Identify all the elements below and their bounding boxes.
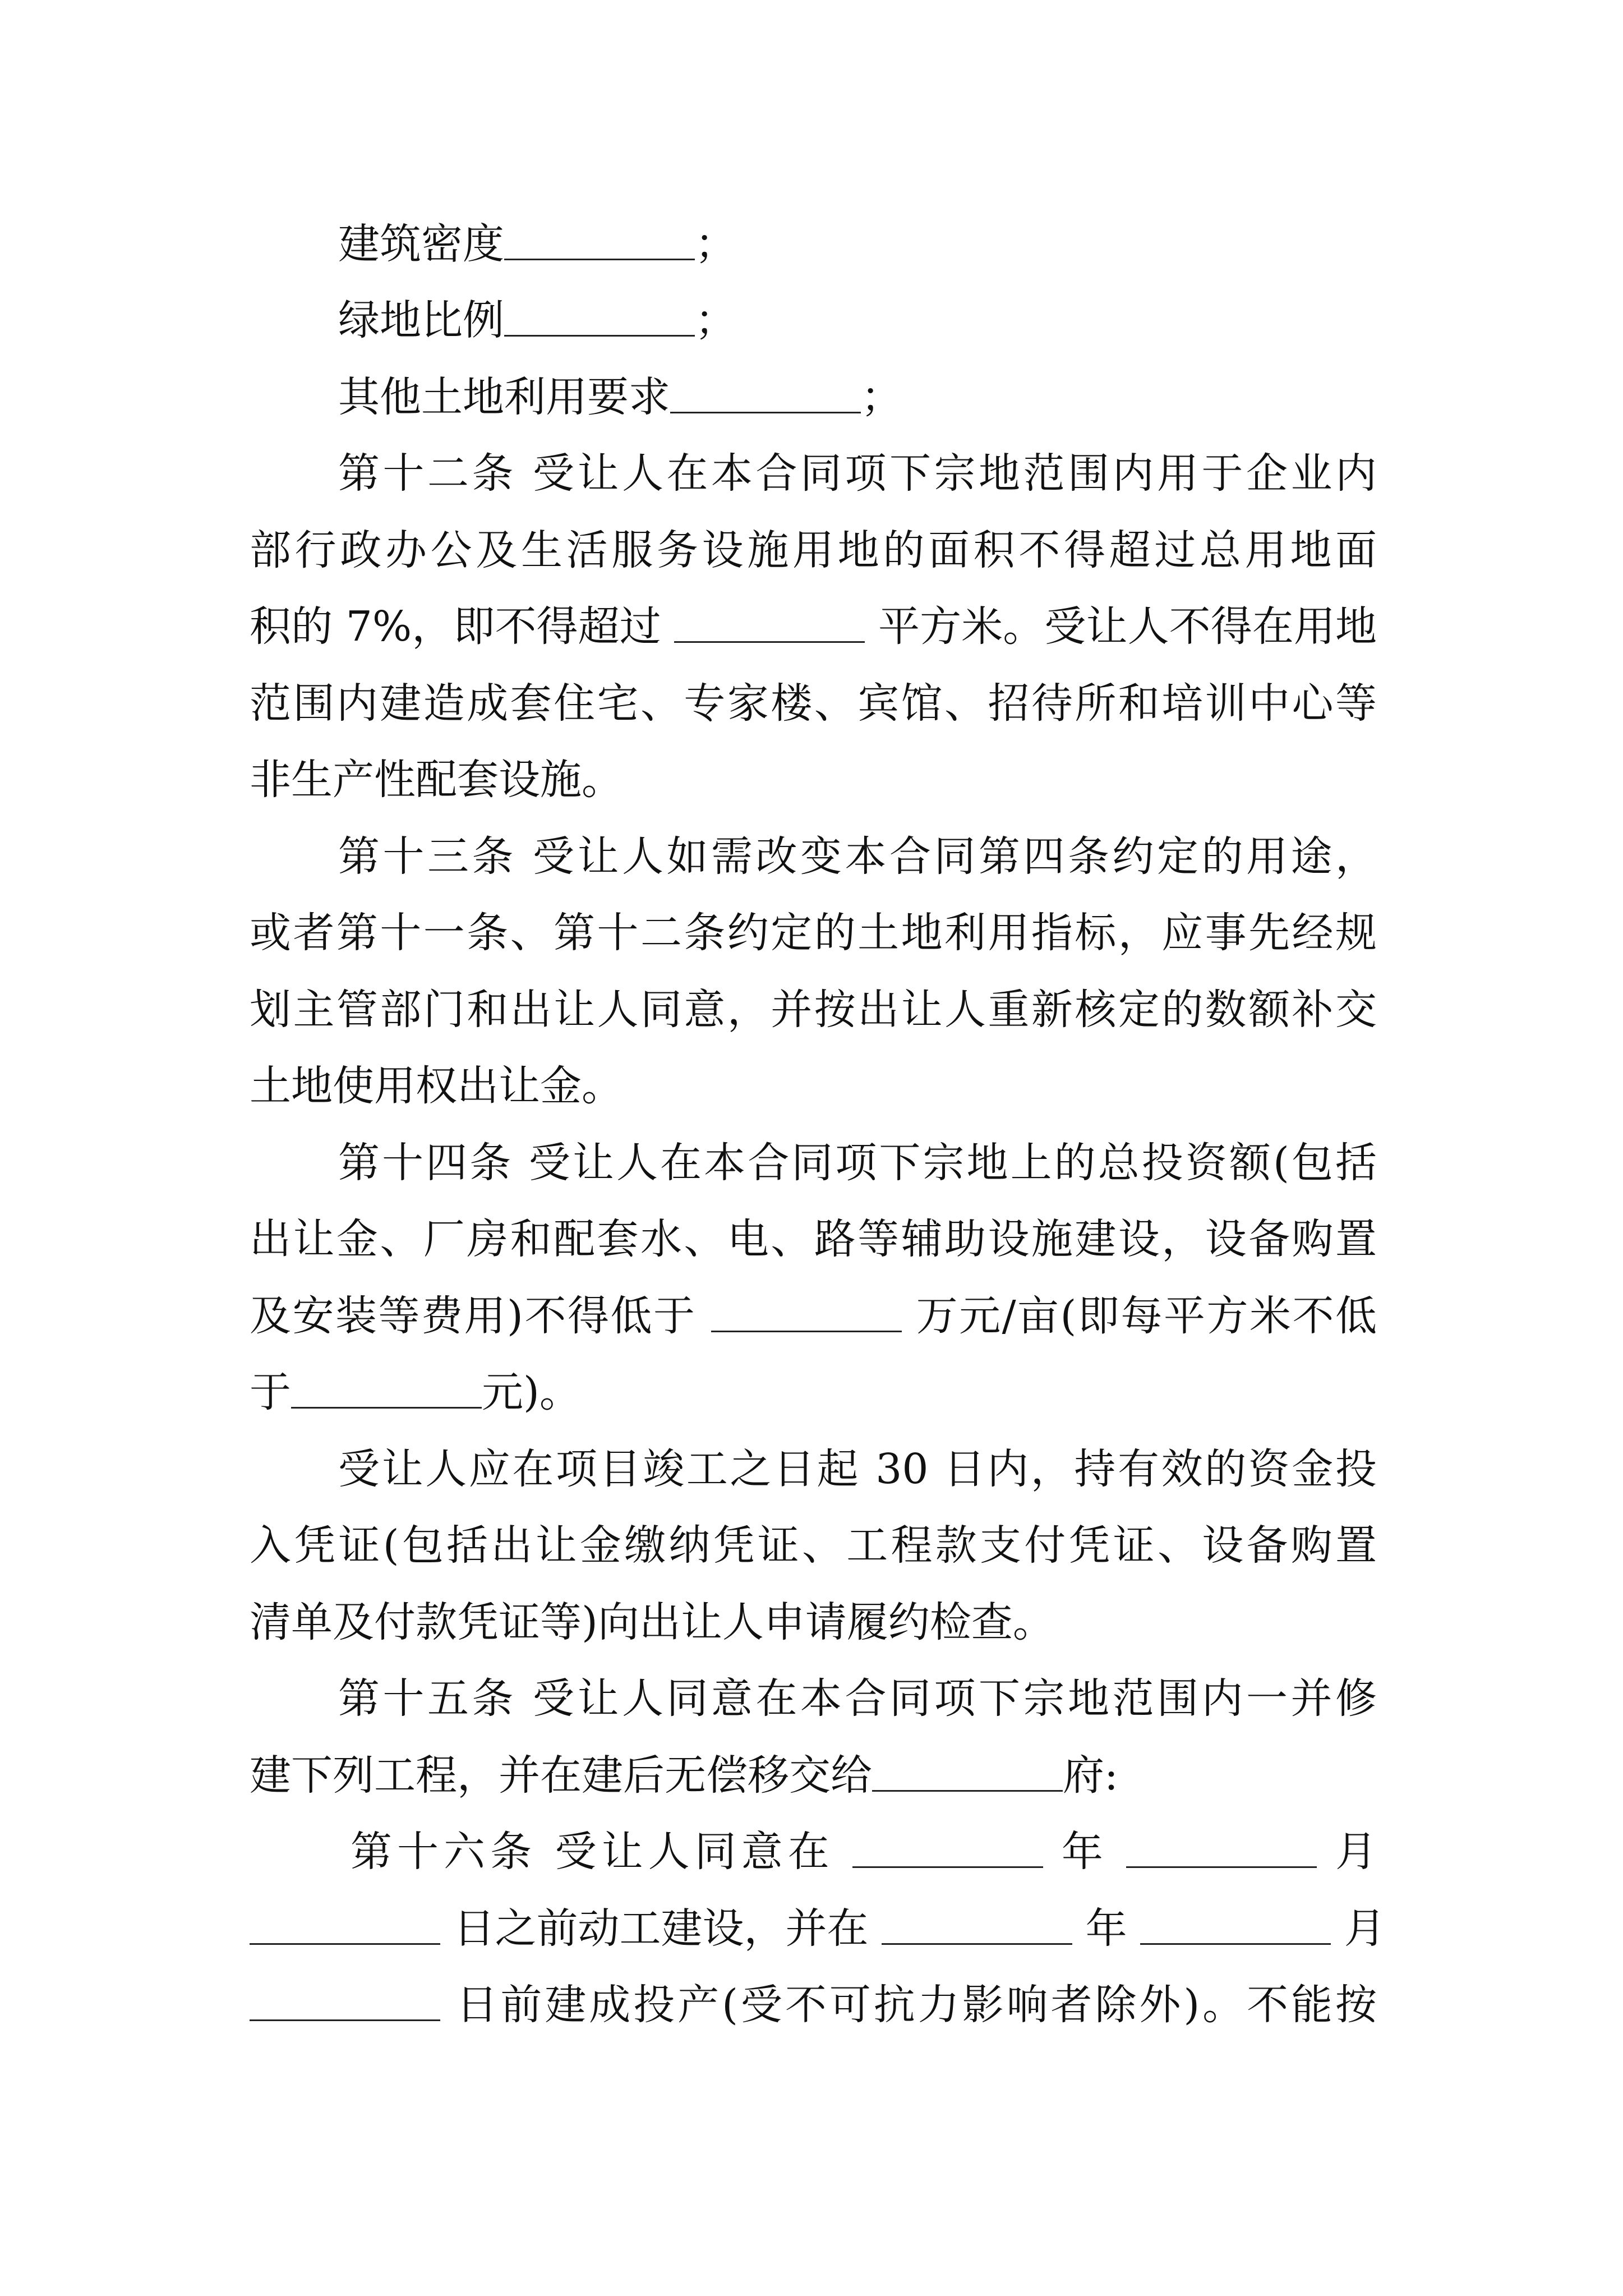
text-line [250,282,1377,359]
text: 年 [1061,1828,1108,1876]
blank-field [674,602,865,643]
text: 月 [1344,1904,1386,1953]
text-line: 出让金、厂房和配套水、电、路等辅助设施建设，设备购置 [250,1215,1377,1263]
text-line: 第十四条 受让人在本合同项下宗地上的总投资额(包括 [338,1139,1377,1187]
text-line: 清单及付款凭证等)向出让人申请履约检查。 [250,1598,1054,1646]
text-line: 第十五条 受让人同意在本合同项下宗地范围内一并修 [338,1674,1377,1723]
text-line: 第十三条 受让人如需改变本合同第四条约定的用途， [338,832,1377,881]
text: 其他土地利用要求 [338,373,670,421]
blank-field [504,219,695,260]
text-line: 非生产性配套设施。 [250,756,623,804]
text-line: 第十二条 受让人在本合同项下宗地范围内用于企业内 [338,449,1377,498]
text: 万元/亩(即每平方米不低 [916,1292,1377,1340]
text-line [250,206,1377,283]
text: 第十六条 受让人同意在 [351,1828,834,1876]
text: ； [695,220,736,268]
text-line: 范围内建造成套住宅、专家楼、宾馆、招待所和培训中心等 [250,679,1377,728]
text-line: 或者第十一条、第十二条约定的土地利用指标，应事先经规 [250,909,1377,957]
text-line [250,359,1377,436]
text: 建下列工程，并在建后无偿移交给 [250,1751,872,1800]
text: 日前建成投产(受不可抗力影响者除外)。不能按 [456,1981,1377,2029]
text: 元)。 [482,1368,581,1416]
text: 日之前动工建设，并在 [453,1904,869,1953]
blank-field [872,1751,1063,1792]
text: 于 [250,1368,291,1416]
text: ； [861,373,902,421]
blank-field [711,1291,902,1332]
text: 积的 7%，即不得超过 [250,602,661,651]
blank-field [670,372,861,413]
text-line [250,1967,1377,2044]
text-line [250,1354,1377,1431]
text-line [250,1278,1377,1355]
text: 府: [1063,1751,1118,1800]
text-line [250,1737,1377,1814]
text: 绿地比例 [338,296,504,344]
blank-field [882,1904,1072,1945]
text: 平方米。受让人不得在用地 [878,602,1377,651]
text-line [250,588,1377,665]
blank-field [852,1827,1043,1868]
text-line: 受让人应在项目竣工之日起 30 日内，持有效的资金投 [338,1445,1377,1493]
text: 建筑密度 [338,220,504,268]
blank-field [250,1904,440,1945]
text-line: 部行政办公及生活服务设施用地的面积不得超过总用地面 [250,526,1377,574]
text-line: 划主管部门和出让人同意，并按出让人重新核定的数额补交 [250,986,1377,1034]
blank-field [250,1980,440,2021]
text: 年 [1085,1904,1127,1953]
blank-field [291,1368,482,1409]
blank-field [504,296,695,337]
text-line [250,1890,1386,1967]
text-line [250,1814,1377,1890]
text: 及安装等费用)不得低于 [250,1292,697,1340]
text: 月 [1335,1828,1377,1876]
blank-field [1126,1827,1317,1868]
text-line: 入凭证(包括出让金缴纳凭证、工程款支付凭证、设备购置 [250,1521,1377,1570]
text: ； [695,296,736,344]
blank-field [1140,1904,1331,1945]
text-line: 土地使用权出让金。 [250,1062,623,1110]
